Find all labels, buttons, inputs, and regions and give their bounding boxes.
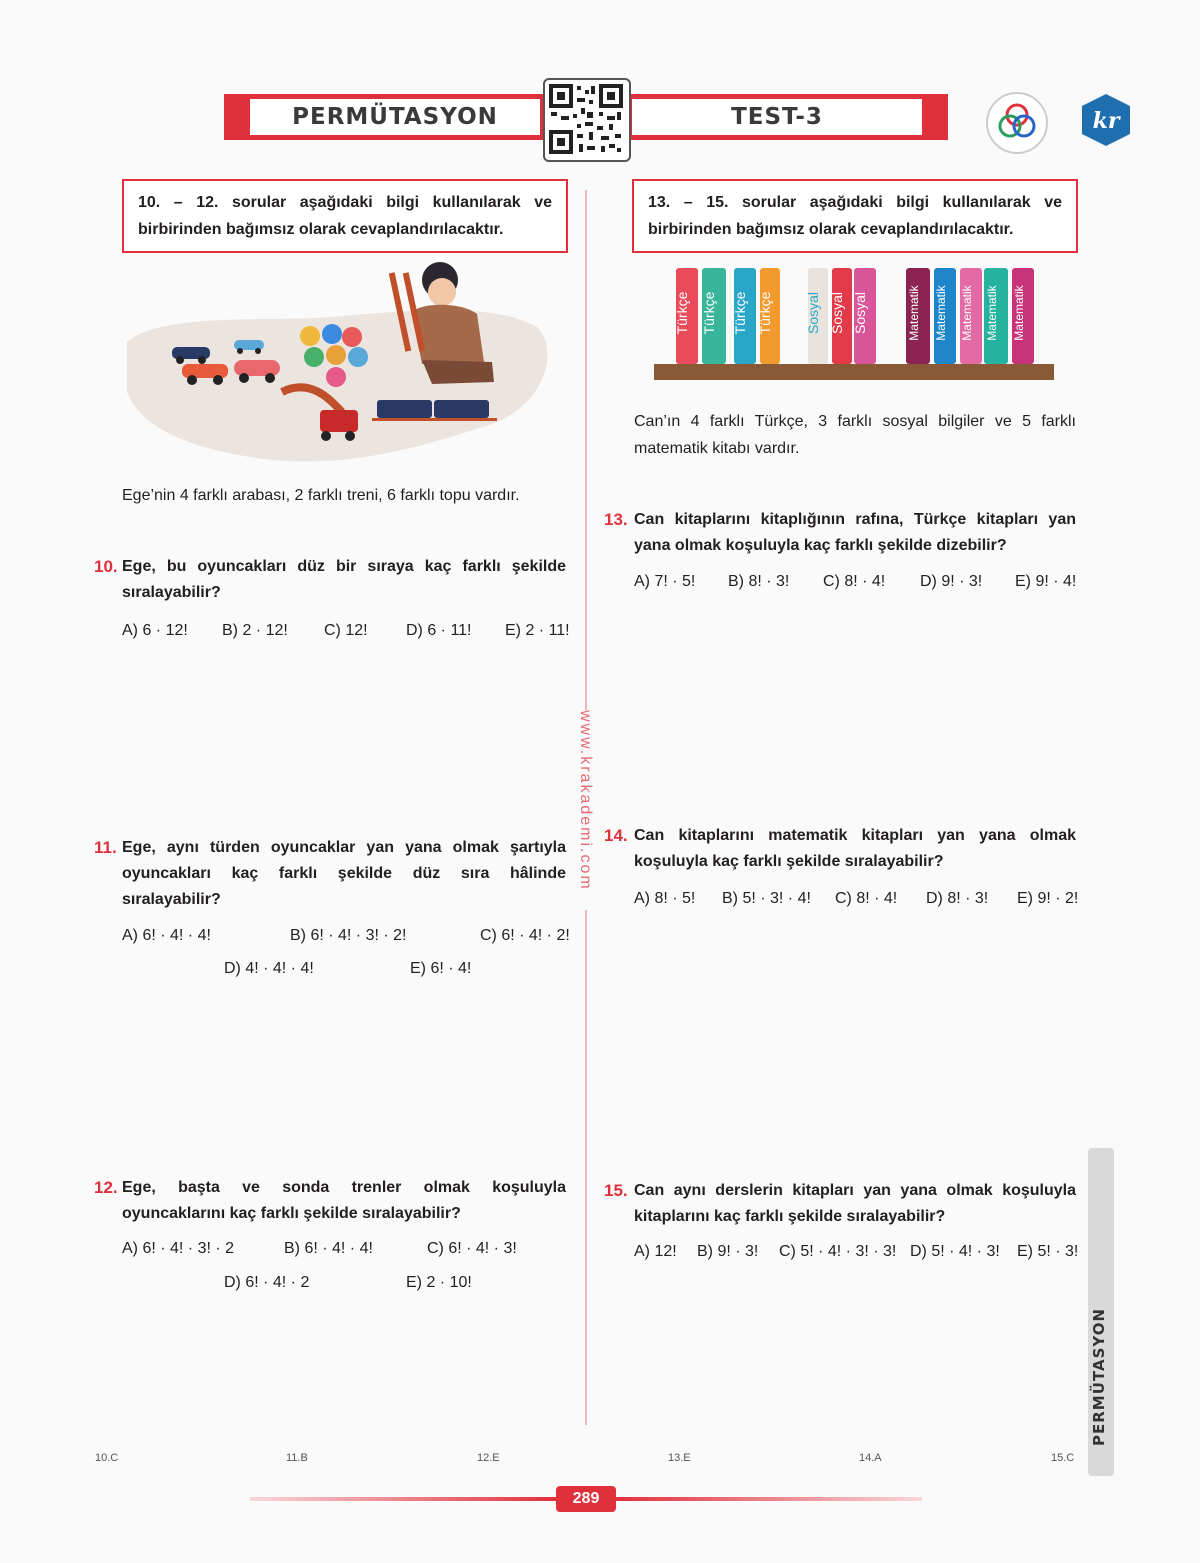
question-10-option-b[interactable]: B) 2 · 12! [222, 622, 288, 639]
website-text: www.krakademi.com [577, 710, 594, 891]
answer-12: 12.E [477, 1452, 500, 1464]
book-2 [701, 268, 726, 364]
book-label: Türkçe [701, 291, 717, 335]
answer-15: 15.C [1051, 1452, 1075, 1464]
question-14-number: 14. [604, 826, 628, 845]
question-12-number: 12. [94, 1178, 118, 1197]
book-6 [829, 268, 852, 364]
toys-illustration [122, 252, 552, 467]
bookshelf-illustration [652, 262, 1057, 384]
question-13-option-e[interactable]: E) 9! · 4! [1015, 573, 1077, 590]
book-label: Türkçe [674, 291, 690, 335]
question-11-option-c[interactable]: C) 6! · 4! · 2! [480, 927, 570, 944]
question-13-number: 13. [604, 510, 628, 529]
book-8 [906, 268, 930, 364]
shelf-board [654, 364, 1054, 380]
footer-line-right [616, 1497, 922, 1501]
book-label: Matematik [960, 285, 974, 341]
question-11-option-b[interactable]: B) 6! · 4! · 3! · 2! [290, 927, 407, 944]
book-9 [934, 268, 956, 364]
footer-line-left [250, 1497, 556, 1501]
answer-14: 14.A [859, 1452, 882, 1464]
question-10-text: Ege, bu oyuncakları düz bir sıraya kaç farklı şekilde sıralayabilir? [122, 558, 566, 601]
book-label: Matematik [907, 285, 921, 341]
side-tab [1088, 1148, 1114, 1476]
book-label: Sosyal [852, 291, 868, 335]
question-15-option-b[interactable]: B) 9! · 3! [697, 1243, 759, 1260]
question-11-option-e[interactable]: E) 6! · 4! [410, 960, 472, 977]
book-label: Sosyal [829, 291, 845, 335]
book-11 [984, 268, 1008, 364]
question-14-option-d[interactable]: D) 8! · 3! [926, 890, 989, 907]
question-15-option-c[interactable]: C) 5! · 4! · 3! · 3! [779, 1243, 897, 1260]
kr-logo-icon [1078, 92, 1134, 148]
question-14-text: Can kitaplarını matematik kitapları yan yana olmak koşuluyla kaç farklı şekilde sıralayabilir? [634, 827, 1076, 870]
book-label: Sosyal [805, 291, 821, 335]
question-13-text: Can kitaplarını kitaplığının rafına, Türkçe kitapları yan yana olmak koşuluyla kaç farklı şekilde dizebilir? [634, 511, 1076, 554]
question-11-option-d[interactable]: D) 4! · 4! · 4! [224, 960, 314, 977]
question-12-option-c[interactable]: C) 6! · 4! · 3! [427, 1240, 517, 1257]
book-label: Türkçe [732, 291, 748, 335]
book-7 [852, 268, 876, 364]
question-14-option-a[interactable]: A) 8! · 5! [634, 890, 696, 907]
header-test-label: TEST-3 [632, 99, 922, 135]
answer-13: 13.E [668, 1452, 691, 1464]
left-info-box: 10. – 12. sorular aşağıdaki bilgi kullanılarak ve birbirinden bağımsız olarak cevaplandırılacaktır. [122, 179, 568, 253]
question-14-option-c[interactable]: C) 8! · 4! [835, 890, 898, 907]
question-13-option-b[interactable]: B) 8! · 3! [728, 573, 790, 590]
question-15-option-e[interactable]: E) 5! · 3! [1017, 1243, 1079, 1260]
book-10 [960, 268, 982, 364]
publisher-logo-icon [986, 92, 1048, 154]
question-15-text: Can aynı derslerin kitapları yan yana olmak koşuluyla kitaplarını kaç farklı şekilde sıralayabilir? [634, 1182, 1076, 1225]
right-info-box: 13. – 15. sorular aşağıdaki bilgi kullanılarak ve birbirinden bağımsız olarak cevaplandırılacaktır. [632, 179, 1078, 253]
left-statement: Ege’nin 4 farklı arabası, 2 farklı treni, 6 farklı topu vardır. [122, 487, 520, 504]
book-4 [757, 268, 780, 364]
answer-11: 11.B [286, 1452, 308, 1464]
question-15-number: 15. [604, 1181, 628, 1200]
question-11-option-a[interactable]: A) 6! · 4! · 4! [122, 927, 211, 944]
question-10-option-c[interactable]: C) 12! [324, 622, 368, 639]
book-3 [732, 268, 756, 364]
book-1 [674, 268, 698, 364]
question-12-option-a[interactable]: A) 6! · 4! · 3! · 2 [122, 1240, 235, 1257]
answer-10: 10.C [95, 1452, 119, 1464]
book-label: Türkçe [757, 291, 773, 335]
question-12-text: Ege, başta ve sonda trenler olmak koşuluyla oyuncaklarını kaç farklı şekilde sıralayabilir? [122, 1179, 566, 1222]
right-statement: Can’ın 4 farklı Türkçe, 3 farklı sosyal bilgiler ve 5 farklı matematik kitabı vardır. [634, 413, 1076, 457]
book-5 [805, 268, 828, 364]
question-14-option-b[interactable]: B) 5! · 3! · 4! [722, 890, 811, 907]
question-11-number: 11. [94, 838, 117, 857]
question-13-option-a[interactable]: A) 7! · 5! [634, 573, 696, 590]
header-title: PERMÜTASYON [250, 99, 540, 135]
question-12-option-d[interactable]: D) 6! · 4! · 2 [224, 1274, 310, 1291]
question-13-option-c[interactable]: C) 8! · 4! [823, 573, 886, 590]
question-10-option-a[interactable]: A) 6 · 12! [122, 622, 188, 639]
book-12 [1012, 268, 1034, 364]
question-12-option-e[interactable]: E) 2 · 10! [406, 1274, 472, 1291]
question-15-option-d[interactable]: D) 5! · 4! · 3! [910, 1243, 1000, 1260]
question-10-option-e[interactable]: E) 2 · 11! [505, 622, 570, 639]
side-tab-label: PERMÜTASYON [1090, 1307, 1108, 1446]
kr-logo-text: kr [1092, 108, 1120, 134]
qr-code-icon[interactable] [543, 78, 631, 162]
page-number: 289 [556, 1486, 616, 1512]
book-label: Matematik [985, 285, 999, 341]
question-12-option-b[interactable]: B) 6! · 4! · 4! [284, 1240, 373, 1257]
question-10-option-d[interactable]: D) 6 · 11! [406, 622, 472, 639]
question-15-option-a[interactable]: A) 12! [634, 1243, 677, 1260]
question-11-text: Ege, aynı türden oyuncaklar yan yana olmak şartıyla oyuncakları kaç farklı şekilde düz sıra hâlinde sıralayabilir? [122, 839, 566, 908]
website-watermark [572, 710, 602, 910]
question-14-option-e[interactable]: E) 9! · 2! [1017, 890, 1079, 907]
book-label: Matematik [1012, 285, 1026, 341]
book-label: Matematik [934, 285, 948, 341]
question-13-option-d[interactable]: D) 9! · 3! [920, 573, 983, 590]
question-10-number: 10. [94, 557, 118, 576]
